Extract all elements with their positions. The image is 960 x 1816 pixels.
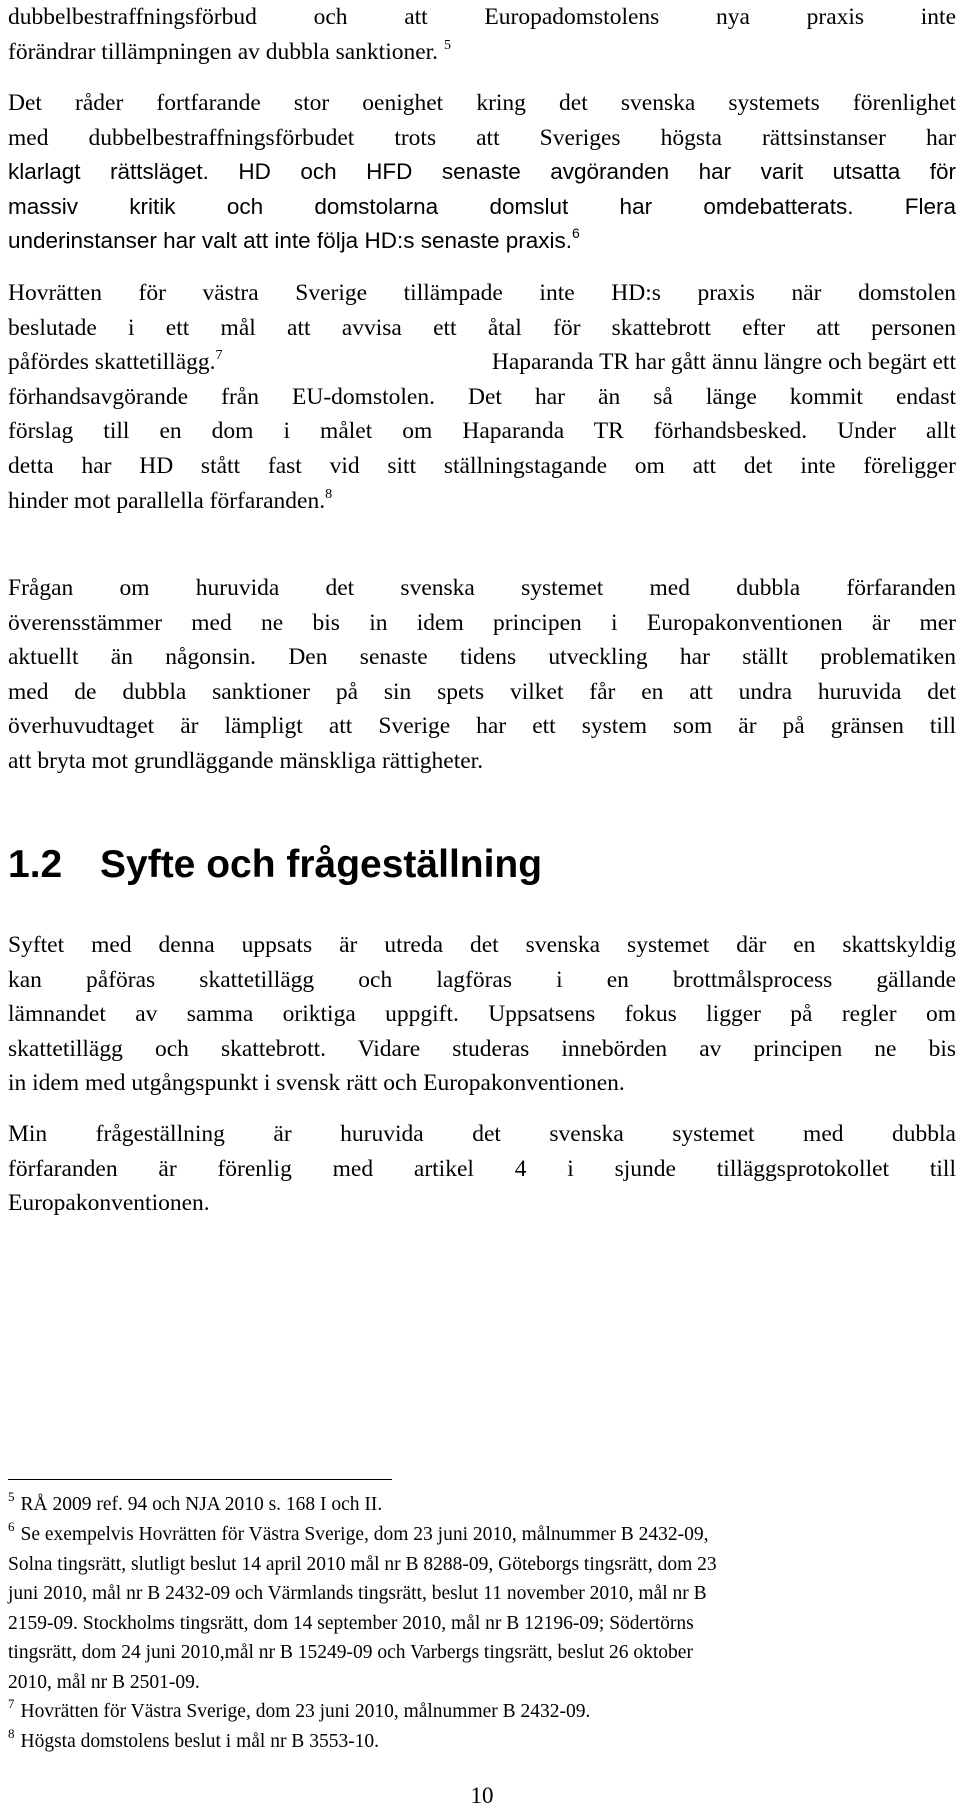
text-line: förslag till en dom i målet om Haparanda TR förhandsbesked. Under allt <box>8 418 956 445</box>
paragraph-3 <box>8 276 956 518</box>
page-number: 10 <box>470 1783 494 1808</box>
footnote-text: Högsta domstolens beslut i mål nr B 3553-10. <box>20 1731 380 1752</box>
footnote-text: tingsrätt, dom 24 juni 2010,mål nr B 15249-09 och Varbergs tingsrätt, beslut 26 oktober <box>8 1642 693 1663</box>
footnote-number: 7 <box>8 1696 15 1711</box>
paragraph-5 <box>8 928 956 1101</box>
footnote-text: Se exempelvis Hovrätten för Västra Sverige, dom 23 juni 2010, målnummer B 2432-09, <box>20 1524 709 1545</box>
text-line: Frågan om huruvida det svenska systemet med dubbla förfaranden <box>8 575 956 601</box>
footnote-8 <box>8 1727 956 1757</box>
footnote-text: juni 2010, mål nr B 2432-09 och Värmlands tingsrätt, beslut 11 november 2010, mål nr B <box>8 1583 707 1604</box>
text-line: in idem med utgångspunkt i svensk rätt och Europakonventionen. <box>8 1070 625 1097</box>
section-heading <box>8 840 542 890</box>
text-line: klarlagt rättsläget. HD och HFD senaste avgöranden har varit utsatta för <box>8 159 956 185</box>
footnote-number: 6 <box>8 1519 15 1534</box>
footnote-number: 8 <box>8 1726 15 1741</box>
paragraph-4 <box>8 571 956 779</box>
footnote-separator <box>8 1479 392 1480</box>
footnote-text: 2159-09. Stockholms tingsrätt, dom 14 september 2010, mål nr B 12196-09; Södertörns <box>8 1612 694 1634</box>
footnote-ref-6[interactable]: 6 <box>572 225 580 242</box>
text-line: Haparanda TR har gått ännu längre och begärt ett <box>491 349 956 376</box>
text-line: överensstämmer med ne bis in idem principen i Europakonventionen är mer <box>8 609 956 636</box>
footnote-text: 2010, mål nr B 2501-09. <box>8 1671 200 1693</box>
text-line: hinder mot parallella förfaranden. <box>8 487 326 514</box>
text-line: Min frågeställning är huruvida det svenska systemet med dubbla <box>8 1121 956 1147</box>
text-line: aktuellt än någonsin. Den senaste tidens utveckling har ställt problematiken <box>8 644 956 671</box>
text-line: påfördes skattetillägg. <box>8 349 216 376</box>
footnote-text: Hovrätten för Västra Sverige, dom 23 juni 2010, målnummer B 2432-09. <box>20 1701 591 1722</box>
text-line: dubbelbestraffningsförbud och att Europadomstolens nya praxis inte <box>8 4 956 30</box>
text-line: Europakonventionen. <box>8 1190 210 1217</box>
text-line: underinstanser har valt att inte följa HD:s senaste praxis. <box>8 228 573 254</box>
section-title: Syfte och frågeställning <box>100 843 543 886</box>
text-line: Hovrätten för västra Sverige tillämpade inte HD:s praxis när domstolen <box>8 280 956 306</box>
footnote-ref-8[interactable]: 8 <box>325 486 333 502</box>
footnote-ref-5[interactable]: 5 <box>443 37 451 53</box>
section-number: 1.2 <box>8 843 63 886</box>
text-line: överhuvudtaget är lämpligt att Sverige har ett system som är på gränsen till <box>8 713 956 740</box>
text-line: med dubbelbestraffningsförbudet trots att Sveriges högsta rättsinstanser har <box>8 124 956 151</box>
text-line: förfaranden är förenlig med artikel 4 i sjunde tilläggsprotokollet till <box>8 1155 956 1182</box>
paragraph-2 <box>8 86 956 259</box>
footnote-number: 5 <box>8 1489 15 1504</box>
paragraph-6 <box>8 1117 956 1221</box>
text-line: Det råder fortfarande stor oenighet kring det svenska systemets förenlighet <box>8 90 956 116</box>
text-line: lämnandet av samma oriktiga uppgift. Uppsatsens fokus ligger på regler om <box>8 1001 956 1028</box>
text-line: beslutade i ett mål att avvisa ett åtal för skattebrott efter att personen <box>8 314 956 341</box>
text-line: kan påföras skattetillägg och lagföras i en brottmålsprocess gällande <box>8 966 956 993</box>
text-line: att bryta mot grundläggande mänskliga rättigheter. <box>8 747 484 774</box>
text-line: detta har HD stått fast vid sitt ställningstagande om att det inte föreligger <box>8 452 956 479</box>
text-line: massiv kritik och domstolarna domslut har omdebatterats. Flera <box>8 193 956 219</box>
text-line: skattetillägg och skattebrott. Vidare studeras innebörden av principen ne bis <box>8 1035 956 1062</box>
text-line: med de dubbla sanktioner på sin spets vilket får en att undra huruvida det <box>8 678 956 705</box>
text-line: förhandsavgörande från EU-domstolen. Det har än så länge kommit endast <box>8 383 956 410</box>
footnote-text: RÅ 2009 ref. 94 och NJA 2010 s. 168 I och II. <box>20 1494 383 1515</box>
footnote-ref-7[interactable]: 7 <box>215 348 223 364</box>
paragraph-1 <box>8 0 956 69</box>
footnote-7 <box>8 1697 956 1727</box>
footnote-6 <box>8 1520 956 1697</box>
text-line: förändrar tillämpningen av dubbla sanktioner. <box>8 38 439 65</box>
footnote-5 <box>8 1490 956 1520</box>
footnote-text: Solna tingsrätt, slutligt beslut 14 april 2010 mål nr B 8288-09, Göteborgs tingsrätt, dom 23 <box>8 1553 717 1575</box>
text-line: Syftet med denna uppsats är utreda det svenska systemet där en skattskyldig <box>8 932 956 958</box>
